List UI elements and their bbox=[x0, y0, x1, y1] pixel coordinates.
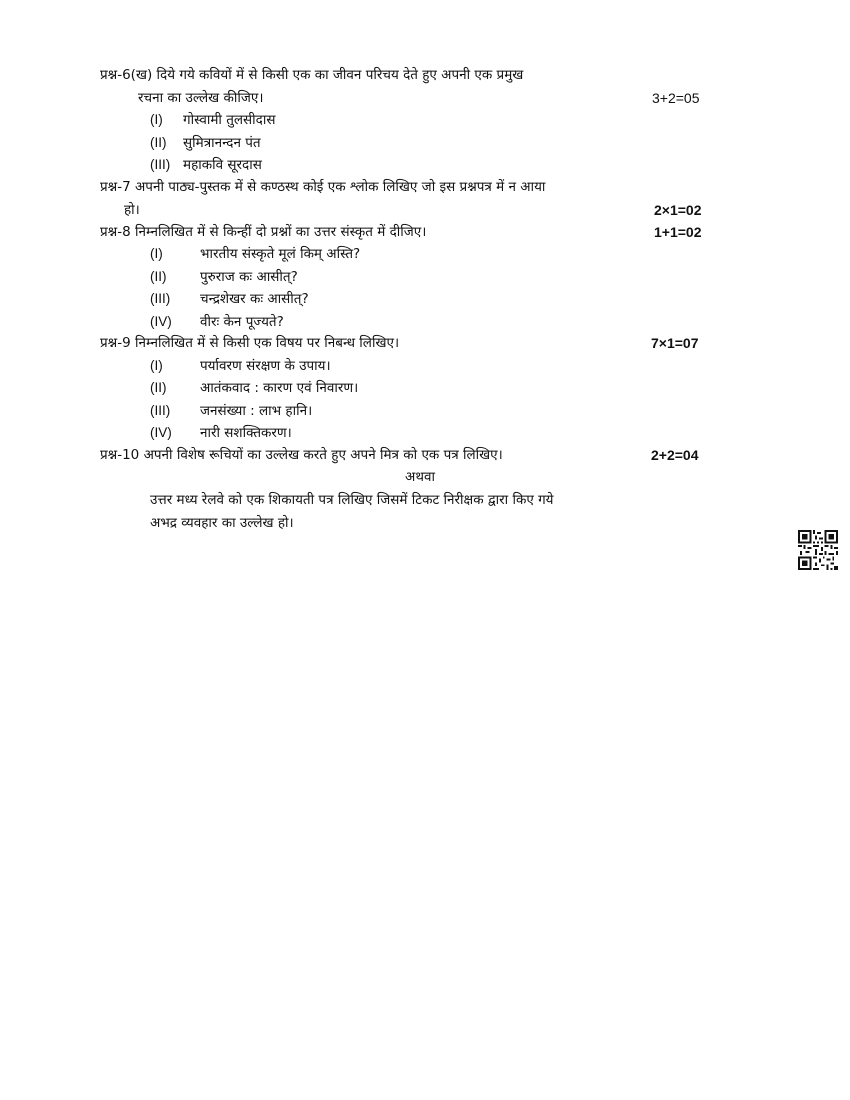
q7-text-line1: प्रश्न-7 अपनी पाठ्य-पुस्तक में से कण्ठस्थ कोई एक श्लोक लिखिए जो इस प्रश्नपत्र में न आया bbox=[100, 179, 546, 195]
q9-option-1-number: (I) bbox=[150, 358, 163, 373]
q9-option-1: पर्यावरण संरक्षण के उपाय। bbox=[200, 358, 331, 374]
qr-code-icon bbox=[798, 530, 838, 570]
q8-option-3: चन्द्रशेखर कः आसीत्? bbox=[200, 291, 309, 307]
q7-text-line2: हो। bbox=[124, 202, 140, 218]
q6-option-2-number: (II) bbox=[150, 135, 167, 150]
q8-option-4-number: (IV) bbox=[150, 314, 172, 329]
q6-option-1: गोस्वामी तुलसीदास bbox=[183, 112, 276, 128]
q8-option-2-number: (II) bbox=[150, 269, 167, 284]
q10-or-label: अथवा bbox=[405, 469, 435, 485]
q8-option-3-number: (III) bbox=[150, 291, 171, 306]
q10-marks: 2+2=04 bbox=[651, 447, 699, 463]
q9-option-4: नारी सशक्तिकरण। bbox=[200, 425, 292, 441]
q6-option-2: सुमित्रानन्दन पंत bbox=[183, 135, 261, 151]
q9-text: प्रश्न-9 निम्नलिखित में से किसी एक विषय पर निबन्ध लिखिए। bbox=[100, 335, 400, 351]
q8-text: प्रश्न-8 निम्नलिखित में से किन्हीं दो प्रश्नों का उत्तर संस्कृत में दीजिए। bbox=[100, 224, 427, 240]
q6-option-3-number: (III) bbox=[150, 157, 171, 172]
q8-option-1-number: (I) bbox=[150, 246, 163, 261]
q7-marks: 2×1=02 bbox=[654, 202, 702, 218]
q10-text: प्रश्न-10 अपनी विशेष रूचियों का उल्लेख करते हुए अपने मित्र को एक पत्र लिखिए। bbox=[100, 447, 503, 463]
q9-option-3: जनसंख्या : लाभ हानि। bbox=[200, 403, 313, 419]
q6-marks: 3+2=05 bbox=[652, 90, 700, 106]
q9-option-4-number: (IV) bbox=[150, 425, 172, 440]
q9-marks: 7×1=07 bbox=[651, 335, 699, 351]
q8-option-1: भारतीय संस्कृते मूलं किम् अस्ति? bbox=[200, 246, 361, 262]
q9-option-2: आतंकवाद : कारण एवं निवारण। bbox=[200, 380, 359, 396]
q10-alt-text-line2: अभद्र व्यवहार का उल्लेख हो। bbox=[150, 515, 294, 531]
q6-text-line2: रचना का उल्लेख कीजिए। bbox=[138, 90, 264, 106]
q8-option-4: वीरः केन पूज्यते? bbox=[200, 314, 284, 330]
q8-marks: 1+1=02 bbox=[654, 224, 702, 240]
q10-alt-text-line1: उत्तर मध्य रेलवे को एक शिकायती पत्र लिखिए जिसमें टिकट निरीक्षक द्वारा किए गये bbox=[150, 492, 554, 508]
q6-option-3: महाकवि सूरदास bbox=[183, 157, 262, 173]
q9-option-3-number: (III) bbox=[150, 403, 171, 418]
q6-text-line1: प्रश्न-6(ख) दिये गये कवियों में से किसी एक का जीवन परिचय देते हुए अपनी एक प्रमुख bbox=[100, 67, 524, 83]
q8-option-2: पुरुराज कः आसीत्? bbox=[200, 269, 298, 285]
q6-option-1-number: (I) bbox=[150, 112, 163, 127]
q9-option-2-number: (II) bbox=[150, 380, 167, 395]
